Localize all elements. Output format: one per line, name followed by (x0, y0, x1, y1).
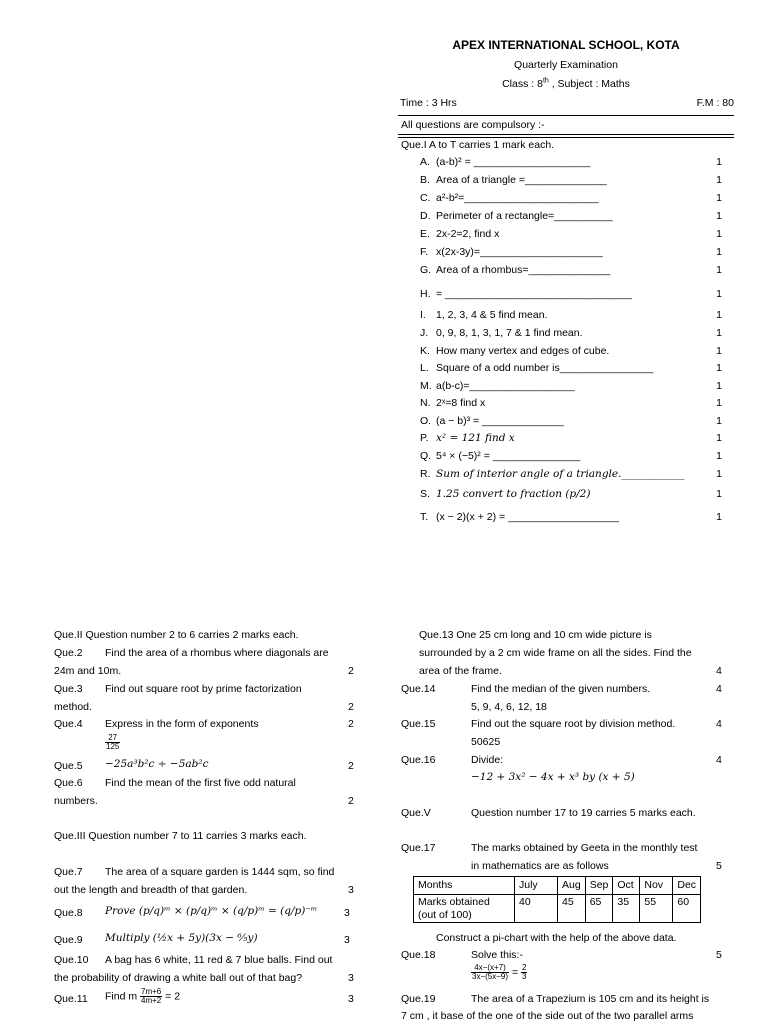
question-number: Que.11 (54, 993, 88, 1005)
question-text: numbers. (54, 795, 98, 807)
table-cell: Months (414, 877, 515, 895)
question-text: Find the area of a rhombus where diagonals are (105, 647, 329, 659)
question-expression: Multiply (½x + 5y)(3x − ⁶⁄₅y) (105, 932, 258, 944)
item-letter: F. (420, 246, 429, 258)
question-expression: −25a³b²c ÷ −5ab²c (105, 758, 209, 770)
section-1-item (420, 228, 734, 244)
question-text: Solve this:- (471, 949, 523, 961)
item-text: 1, 2, 3, 4 & 5 find mean. (436, 309, 548, 321)
question-marks: 2 (348, 665, 354, 677)
item-text: x² = 121 find x (436, 432, 515, 444)
item-letter: G. (420, 264, 432, 276)
section-5-title: Question number 17 to 19 carries 5 marks each. (471, 807, 696, 819)
item-letter: E. (420, 228, 430, 240)
item-text: How many vertex and edges of cube. (436, 345, 610, 357)
question-expression: −12 + 3x² − 4x + x³ by (x + 5) (471, 771, 635, 783)
question-marks: 4 (716, 754, 722, 766)
question-text: method. (54, 701, 92, 713)
question-marks: 2 (348, 718, 354, 730)
section-1-item (420, 192, 734, 208)
item-marks: 1 (716, 362, 722, 374)
question-text: A bag has 6 white, 11 red & 7 blue balls. Find out (105, 954, 333, 966)
section-1-item (420, 488, 734, 504)
item-text: Square of a odd number is________________ (436, 362, 654, 374)
item-text: a(b-c)=__________________ (436, 380, 575, 392)
question-number: Que.19 (401, 993, 436, 1005)
table-cell: Marks obtained (out of 100) (414, 895, 515, 923)
section-1-item (420, 362, 734, 378)
question-marks: 2 (348, 760, 354, 772)
question-number: Que.3 (54, 683, 83, 695)
item-text: x(2x-3y)=_____________________ (436, 246, 603, 258)
item-text: 0, 9, 8, 1, 3, 1, 7 & 1 find mean. (436, 327, 583, 339)
question-text: out the length and breadth of that garden. (54, 884, 248, 896)
question-number: Que.8 (54, 907, 83, 919)
question-number: Que.7 (54, 866, 83, 878)
item-marks: 1 (716, 174, 722, 186)
full-marks-label: F.M : 80 (696, 97, 734, 109)
item-letter: D. (420, 210, 431, 222)
item-text: (a − b)³ = ______________ (436, 415, 564, 427)
question-text: Find out square root by prime factorization (105, 683, 302, 695)
question-marks: 3 (348, 993, 354, 1005)
section-1-item (420, 397, 734, 413)
question-number: Que.2 (54, 647, 83, 659)
item-text: (a-b)² = ____________________ (436, 156, 591, 168)
table-row (414, 895, 701, 923)
item-marks: 1 (716, 450, 722, 462)
table-cell: 45 (558, 895, 586, 923)
item-letter: C. (420, 192, 431, 204)
item-marks: 1 (716, 246, 722, 258)
question-text: 24m and 10m. (54, 665, 122, 677)
question-number: Que.18 (401, 949, 436, 961)
item-letter: I. (420, 309, 426, 321)
item-letter: N. (420, 397, 431, 409)
section-1-title: Que.I A to T carries 1 mark each. (401, 139, 555, 151)
question-expression: Prove (p/q)ᵐ × (p/q)ᵐ × (q/p)ᵐ = (q/p)⁻ᵐ (105, 905, 318, 917)
section-1-item (420, 210, 734, 226)
item-text: Sum of interior angle of a triangle.____________ (436, 468, 685, 480)
section-1-item (420, 174, 734, 190)
item-marks: 1 (716, 228, 722, 240)
item-text: Area of a rhombus=______________ (436, 264, 611, 276)
question-marks: 4 (716, 665, 722, 677)
section-1-item (420, 264, 734, 280)
question-marks: 4 (716, 718, 722, 730)
item-marks: 1 (716, 309, 722, 321)
divider (398, 134, 734, 135)
question-number: Que.5 (54, 760, 83, 772)
table-cell: 35 (613, 895, 640, 923)
item-text: 2ˣ=8 find x (436, 397, 486, 409)
item-marks: 1 (716, 397, 722, 409)
question-text: 5, 9, 4, 6, 12, 18 (471, 701, 547, 713)
table-cell: Sep (585, 877, 613, 895)
question-expression: $\frac{4x-(x+7)}{3x-(5x-9)}$ = $\frac{2}{3}$ (472, 963, 527, 981)
school-name: APEX INTERNATIONAL SCHOOL, KOTA (452, 38, 680, 52)
question-expression: Find m $\frac{7m+6}{4m+2}$ = 2 (105, 987, 181, 1005)
question-text: 50625 (471, 736, 501, 748)
question-marks: 3 (344, 907, 350, 919)
question-text: Find the mean of the first five odd natural (105, 777, 296, 789)
item-text: 1.25 convert to fraction (p/2) (436, 488, 591, 500)
fraction: $\frac{27}{125}$ (106, 733, 120, 751)
question-number: Que.6 (54, 777, 83, 789)
instructions: All questions are compulsory :- (401, 119, 545, 131)
question-text: surrounded by a 2 cm wide frame on all the sides. Find the (419, 647, 692, 659)
item-text: Perimeter of a rectangle=__________ (436, 210, 613, 222)
question-marks: 3 (348, 884, 354, 896)
item-letter: M. (420, 380, 432, 392)
section-1-item (420, 246, 734, 262)
time-marks-row (400, 97, 734, 110)
question-text: the probability of drawing a white ball out of that bag? (54, 972, 303, 984)
section-1-item (420, 468, 734, 484)
item-letter: A. (420, 156, 430, 168)
question-number: Que.10 (54, 954, 89, 966)
item-marks: 1 (716, 264, 722, 276)
question-number: Que.V (401, 807, 431, 819)
item-marks: 1 (716, 432, 722, 444)
question-number: Que.17 (401, 842, 436, 854)
question-text: The marks obtained by Geeta in the monthly test (471, 842, 698, 854)
item-marks: 1 (716, 380, 722, 392)
item-marks: 1 (716, 327, 722, 339)
question-marks: 4 (716, 683, 722, 695)
item-text: Area of a triangle =______________ (436, 174, 607, 186)
item-marks: 1 (716, 511, 722, 523)
table-cell: 65 (585, 895, 613, 923)
table-cell: 40 (515, 895, 558, 923)
exam-title: Quarterly Examination (514, 59, 618, 71)
item-text: 5⁴ × (−5)² = _______________ (436, 450, 581, 462)
item-letter: T. (420, 511, 429, 523)
question-text: Find the median of the given numbers. (471, 683, 651, 695)
item-letter: P. (420, 432, 429, 444)
question-text: The area of a square garden is 1444 sqm, so find (105, 866, 335, 878)
item-letter: Q. (420, 450, 432, 462)
section-1-item (420, 415, 734, 431)
table-cell: Oct (613, 877, 640, 895)
item-letter: K. (420, 345, 430, 357)
section-1-item (420, 450, 734, 466)
item-text: 2x-2=2, find x (436, 228, 500, 240)
item-marks: 1 (716, 345, 722, 357)
item-text: = ________________________________ (436, 288, 632, 300)
section-3-title: Que.III Question number 7 to 11 carries 3 marks each. (54, 830, 307, 842)
question-text: area of the frame. (419, 665, 502, 677)
question-text: Express in the form of exponents (105, 718, 259, 730)
question-number: Que.15 (401, 718, 436, 730)
item-text: a²-b²=_______________________ (436, 192, 599, 204)
class-subject-line: Class : 8th , Subject : Maths (502, 77, 630, 90)
section-1-item (420, 380, 734, 396)
item-letter: O. (420, 415, 432, 427)
item-marks: 1 (716, 415, 722, 427)
question-marks: 3 (344, 934, 350, 946)
item-letter: B. (420, 174, 430, 186)
question-marks: 3 (348, 972, 354, 984)
table-cell: Aug (558, 877, 586, 895)
item-marks: 1 (716, 156, 722, 168)
section-1-item (420, 156, 734, 172)
item-letter: H. (420, 288, 431, 300)
item-marks: 1 (716, 488, 722, 500)
item-marks: 1 (716, 288, 722, 300)
item-marks: 1 (716, 468, 722, 480)
table-cell: Dec (673, 877, 701, 895)
question-marks: 2 (348, 795, 354, 807)
question-marks: 5 (716, 949, 722, 961)
item-letter: R. (420, 468, 431, 480)
question-text: Find out the square root by division method. (471, 718, 676, 730)
section-1-item (420, 288, 734, 304)
item-letter: J. (420, 327, 429, 339)
time-label: Time : 3 Hrs (400, 97, 457, 109)
question-text: The area of a Trapezium is 105 cm and its height is (471, 993, 710, 1005)
item-letter: L. (420, 362, 429, 374)
question-text: Divide: (471, 754, 504, 766)
table-header-row (414, 877, 701, 895)
table-cell: 55 (640, 895, 673, 923)
marks-table (413, 876, 701, 923)
section-1-item (420, 327, 734, 343)
question-text: 7 cm , it base of the one of the side out of the two parallel arms (401, 1010, 694, 1022)
item-letter: S. (420, 488, 430, 500)
question-text: Construct a pi-chart with the help of the above data. (436, 932, 677, 944)
question-text: Que.13 One 25 cm long and 10 cm wide picture is (419, 629, 652, 641)
question-number: Que.16 (401, 754, 436, 766)
table-cell: July (515, 877, 558, 895)
question-number: Que.14 (401, 683, 436, 695)
table-cell: Nov (640, 877, 673, 895)
question-number: Que.4 (54, 718, 83, 730)
question-marks: 2 (348, 701, 354, 713)
item-marks: 1 (716, 192, 722, 204)
table-cell: 60 (673, 895, 701, 923)
question-number: Que.9 (54, 934, 83, 946)
section-2-title: Que.II Question number 2 to 6 carries 2 marks each. (54, 629, 299, 641)
section-1-item (420, 511, 734, 527)
divider (398, 115, 734, 116)
divider (398, 137, 734, 138)
item-marks: 1 (716, 210, 722, 222)
item-text: (x − 2)(x + 2) = ___________________ (436, 511, 620, 523)
question-text: in mathematics are as follows (471, 860, 609, 872)
section-1-item (420, 432, 734, 448)
section-1-item (420, 345, 734, 361)
section-1-item (420, 309, 734, 325)
question-marks: 5 (716, 860, 722, 872)
